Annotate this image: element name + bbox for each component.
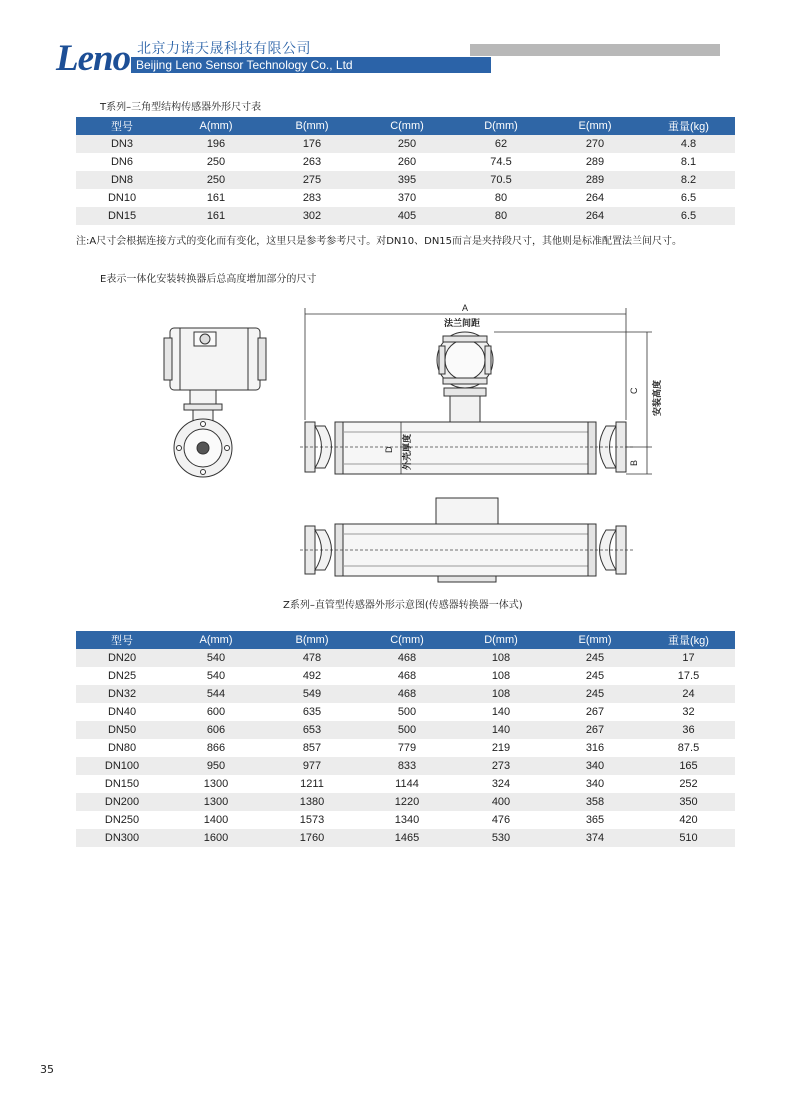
column-header: C(mm) bbox=[360, 117, 454, 135]
note-dimension-e: E表示一体化安装转换器后总高度增加部分的尺寸 bbox=[100, 274, 317, 285]
table-cell: 250 bbox=[168, 153, 264, 171]
table-row bbox=[76, 829, 735, 847]
label-install-height: 安装高度 bbox=[652, 379, 662, 416]
table-cell: 74.5 bbox=[454, 153, 548, 171]
table-cell: 1400 bbox=[168, 811, 264, 829]
column-header: 型号 bbox=[76, 631, 168, 649]
table-cell: 600 bbox=[168, 703, 264, 721]
label-d: D bbox=[384, 446, 394, 453]
table-cell: 370 bbox=[360, 189, 454, 207]
table-cell: 165 bbox=[642, 757, 735, 775]
header-decoration bbox=[0, 0, 805, 80]
table-row bbox=[76, 649, 735, 667]
table-cell: DN20 bbox=[76, 649, 168, 667]
table-cell: 8.2 bbox=[642, 171, 735, 189]
table-t-caption: T系列–三角型结构传感器外形尺寸表 bbox=[100, 102, 262, 113]
table-cell: 8.1 bbox=[642, 153, 735, 171]
table-cell: 17 bbox=[642, 649, 735, 667]
table-cell: 1220 bbox=[360, 793, 454, 811]
label-b: B bbox=[629, 459, 639, 466]
table-z-body bbox=[76, 649, 735, 847]
column-header: D(mm) bbox=[454, 631, 548, 649]
table-cell: 350 bbox=[642, 793, 735, 811]
table-cell: 196 bbox=[168, 135, 264, 153]
table-cell: 340 bbox=[548, 775, 642, 793]
table-cell: 950 bbox=[168, 757, 264, 775]
table-cell: 1465 bbox=[360, 829, 454, 847]
table-cell: 977 bbox=[264, 757, 360, 775]
table-cell: 275 bbox=[264, 171, 360, 189]
label-flange-distance: 法兰间距 bbox=[444, 318, 481, 328]
table-cell: 17.5 bbox=[642, 667, 735, 685]
table-cell: 283 bbox=[264, 189, 360, 207]
note-dimension-a: 注:A尺寸会根据连接方式的变化而有变化，这里只是参考参考尺寸。对DN10、DN15而言是夹持段尺寸，其他则是标准配置法兰间尺寸。 bbox=[76, 236, 683, 247]
table-row bbox=[76, 207, 735, 225]
table-cell: DN50 bbox=[76, 721, 168, 739]
table-cell: 540 bbox=[168, 667, 264, 685]
table-cell: 530 bbox=[454, 829, 548, 847]
column-header: C(mm) bbox=[360, 631, 454, 649]
table-cell: 544 bbox=[168, 685, 264, 703]
table-cell: 324 bbox=[454, 775, 548, 793]
table-cell: 500 bbox=[360, 703, 454, 721]
table-cell: DN300 bbox=[76, 829, 168, 847]
table-cell: 302 bbox=[264, 207, 360, 225]
table-row bbox=[76, 667, 735, 685]
table-cell: 1573 bbox=[264, 811, 360, 829]
table-cell: 264 bbox=[548, 189, 642, 207]
table-cell: 468 bbox=[360, 649, 454, 667]
table-cell: 108 bbox=[454, 667, 548, 685]
table-cell: DN150 bbox=[76, 775, 168, 793]
table-row bbox=[76, 775, 735, 793]
table-cell: 549 bbox=[264, 685, 360, 703]
table-cell: 1380 bbox=[264, 793, 360, 811]
table-cell: 340 bbox=[548, 757, 642, 775]
table-cell: 405 bbox=[360, 207, 454, 225]
table-cell: 374 bbox=[548, 829, 642, 847]
table-cell: 108 bbox=[454, 649, 548, 667]
table-cell: 857 bbox=[264, 739, 360, 757]
table-cell: DN6 bbox=[76, 153, 168, 171]
column-header: 型号 bbox=[76, 117, 168, 135]
table-cell: 263 bbox=[264, 153, 360, 171]
column-header: A(mm) bbox=[168, 117, 264, 135]
table-cell: 476 bbox=[454, 811, 548, 829]
table-cell: 606 bbox=[168, 721, 264, 739]
table-cell: 1340 bbox=[360, 811, 454, 829]
table-cell: 500 bbox=[360, 721, 454, 739]
table-cell: 400 bbox=[454, 793, 548, 811]
table-row bbox=[76, 685, 735, 703]
table-cell: 140 bbox=[454, 703, 548, 721]
table-row bbox=[76, 703, 735, 721]
table-cell: 32 bbox=[642, 703, 735, 721]
table-cell: 468 bbox=[360, 667, 454, 685]
table-cell: DN250 bbox=[76, 811, 168, 829]
table-cell: 653 bbox=[264, 721, 360, 739]
column-header: 重量(kg) bbox=[642, 631, 735, 649]
table-cell: 492 bbox=[264, 667, 360, 685]
sensor-outline-diagram bbox=[150, 298, 670, 588]
header-row bbox=[76, 631, 735, 649]
table-cell: 270 bbox=[548, 135, 642, 153]
table-cell: 4.8 bbox=[642, 135, 735, 153]
table-cell: 62 bbox=[454, 135, 548, 153]
table-t-body bbox=[76, 135, 735, 225]
table-cell: 358 bbox=[548, 793, 642, 811]
column-header: A(mm) bbox=[168, 631, 264, 649]
table-cell: 6.5 bbox=[642, 207, 735, 225]
table-cell: DN32 bbox=[76, 685, 168, 703]
table-cell: 250 bbox=[360, 135, 454, 153]
table-cell: 264 bbox=[548, 207, 642, 225]
table-cell: 260 bbox=[360, 153, 454, 171]
table-cell: 80 bbox=[454, 207, 548, 225]
table-cell: 24 bbox=[642, 685, 735, 703]
column-header: B(mm) bbox=[264, 117, 360, 135]
table-cell: 1211 bbox=[264, 775, 360, 793]
table-cell: 540 bbox=[168, 649, 264, 667]
table-cell: 219 bbox=[454, 739, 548, 757]
column-header: E(mm) bbox=[548, 631, 642, 649]
table-cell: 1760 bbox=[264, 829, 360, 847]
table-cell: DN15 bbox=[76, 207, 168, 225]
table-cell: 108 bbox=[454, 685, 548, 703]
table-cell: 365 bbox=[548, 811, 642, 829]
table-z-dimensions bbox=[76, 631, 735, 847]
column-header: 重量(kg) bbox=[642, 117, 735, 135]
table-cell: DN3 bbox=[76, 135, 168, 153]
table-t-header bbox=[76, 117, 735, 135]
table-cell: 478 bbox=[264, 649, 360, 667]
company-logo: Leno bbox=[56, 38, 131, 79]
table-row bbox=[76, 793, 735, 811]
top-view-drawing bbox=[305, 498, 626, 582]
column-header: E(mm) bbox=[548, 117, 642, 135]
table-cell: 1300 bbox=[168, 793, 264, 811]
table-cell: 395 bbox=[360, 171, 454, 189]
table-cell: 1144 bbox=[360, 775, 454, 793]
table-cell: 161 bbox=[168, 207, 264, 225]
table-cell: 866 bbox=[168, 739, 264, 757]
header-row bbox=[76, 117, 735, 135]
table-cell: 245 bbox=[548, 685, 642, 703]
table-cell: 289 bbox=[548, 171, 642, 189]
table-z-caption: Z系列–直管型传感器外形示意图(传感器转换器一体式) bbox=[283, 600, 523, 611]
table-cell: 289 bbox=[548, 153, 642, 171]
table-cell: 70.5 bbox=[454, 171, 548, 189]
label-shell-thickness: 外壳厚度 bbox=[402, 433, 412, 470]
table-row bbox=[76, 153, 735, 171]
table-cell: DN8 bbox=[76, 171, 168, 189]
table-cell: 833 bbox=[360, 757, 454, 775]
table-cell: 510 bbox=[642, 829, 735, 847]
table-cell: 267 bbox=[548, 703, 642, 721]
table-cell: 161 bbox=[168, 189, 264, 207]
table-cell: 1600 bbox=[168, 829, 264, 847]
table-row bbox=[76, 811, 735, 829]
front-view-drawing bbox=[305, 332, 626, 474]
table-cell: 635 bbox=[264, 703, 360, 721]
table-cell: DN25 bbox=[76, 667, 168, 685]
column-header: B(mm) bbox=[264, 631, 360, 649]
side-view-drawing bbox=[164, 328, 266, 477]
company-name-en: Beijing Leno Sensor Technology Co., Ltd bbox=[136, 58, 353, 72]
label-c: C bbox=[629, 387, 639, 394]
table-cell: 273 bbox=[454, 757, 548, 775]
table-cell: 176 bbox=[264, 135, 360, 153]
page-number: 35 bbox=[40, 1063, 54, 1076]
table-cell: 316 bbox=[548, 739, 642, 757]
table-cell: 6.5 bbox=[642, 189, 735, 207]
table-row bbox=[76, 171, 735, 189]
table-cell: 87.5 bbox=[642, 739, 735, 757]
table-cell: 420 bbox=[642, 811, 735, 829]
table-row bbox=[76, 739, 735, 757]
table-cell: 140 bbox=[454, 721, 548, 739]
table-cell: 36 bbox=[642, 721, 735, 739]
table-cell: DN80 bbox=[76, 739, 168, 757]
table-row bbox=[76, 721, 735, 739]
table-cell: 267 bbox=[548, 721, 642, 739]
table-row bbox=[76, 757, 735, 775]
company-name-cn: 北京力诺天晟科技有限公司 bbox=[137, 41, 311, 57]
table-cell: 252 bbox=[642, 775, 735, 793]
table-cell: 468 bbox=[360, 685, 454, 703]
table-cell: 245 bbox=[548, 667, 642, 685]
table-cell: 779 bbox=[360, 739, 454, 757]
table-cell: DN200 bbox=[76, 793, 168, 811]
table-cell: 1300 bbox=[168, 775, 264, 793]
label-a: A bbox=[462, 303, 469, 313]
column-header: D(mm) bbox=[454, 117, 548, 135]
table-cell: 80 bbox=[454, 189, 548, 207]
table-cell: 245 bbox=[548, 649, 642, 667]
table-z-header bbox=[76, 631, 735, 649]
table-t-dimensions bbox=[76, 117, 735, 225]
table-row bbox=[76, 189, 735, 207]
table-cell: DN10 bbox=[76, 189, 168, 207]
table-row bbox=[76, 135, 735, 153]
table-cell: DN100 bbox=[76, 757, 168, 775]
table-cell: 250 bbox=[168, 171, 264, 189]
table-cell: DN40 bbox=[76, 703, 168, 721]
